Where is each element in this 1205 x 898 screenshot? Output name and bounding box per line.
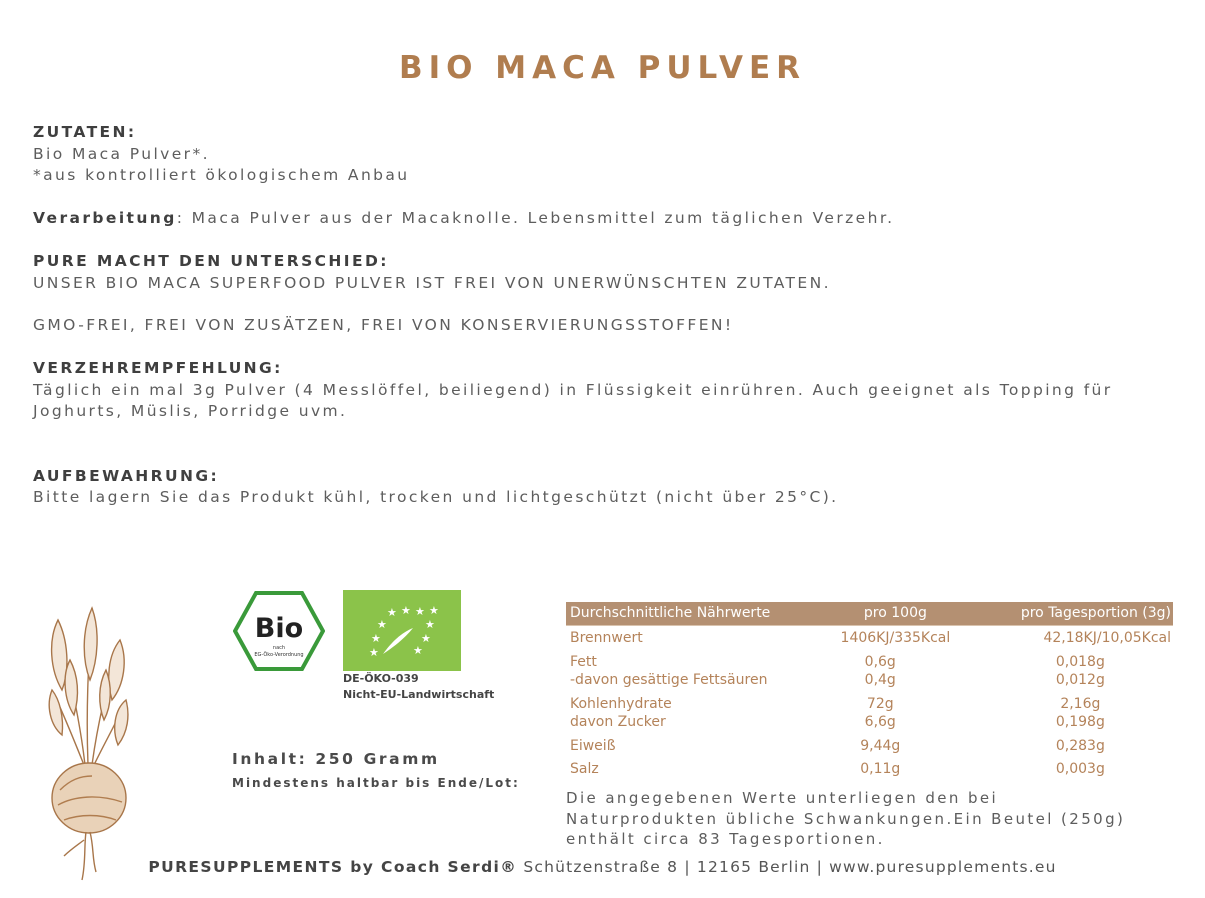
header-per-portion: pro Tagesportion (3g)	[1020, 605, 1171, 621]
note-line-1: Die angegebenen Werte unterliegen den bei	[566, 789, 999, 807]
best-before-label: Mindestens haltbar bis Ende/Lot:	[232, 776, 520, 790]
aufbewahrung-heading: AUFBEWAHRUNG:	[33, 467, 220, 485]
pure-line-2: GMO-FREI, FREI VON ZUSÄTZEN, FREI VON KONSERVIERUNGSSTOFFEN!	[33, 316, 734, 334]
value-per-portion: 0,198g	[1055, 714, 1105, 730]
nutrient-name: -davon gesättige Fettsäuren	[570, 672, 768, 688]
nutrition-note	[566, 788, 1166, 850]
footer	[0, 858, 1205, 876]
footer-brand: PURESUPPLEMENTS by Coach Serdi®	[148, 858, 518, 876]
value-per-100g: 1406KJ/335Kcal	[840, 630, 951, 646]
table-row	[566, 653, 1173, 672]
verzehr-heading: VERZEHREMPFEHLUNG:	[33, 359, 283, 377]
zutaten-line-1: Bio Maca Pulver*.	[33, 145, 210, 163]
svg-text:★: ★	[413, 644, 423, 657]
value-per-portion: 2,16g	[1060, 695, 1101, 712]
nutrition-table-header	[566, 602, 1173, 625]
nutrition-group-energy	[566, 625, 1173, 648]
svg-text:★: ★	[369, 646, 379, 659]
nutrition-group-fat	[566, 653, 1173, 690]
value-per-portion: 0,283g	[1055, 737, 1105, 754]
value-per-100g: 9,44g	[860, 737, 901, 754]
nutrient-name: Brennwert	[570, 630, 643, 646]
product-title: BIO MACA PULVER	[398, 50, 807, 86]
value-per-portion: 0,003g	[1055, 761, 1105, 777]
table-row	[566, 713, 1173, 732]
table-row	[566, 695, 1173, 714]
value-per-100g: 72g	[866, 695, 894, 712]
header-nutrient: Durchschnittliche Nährwerte	[570, 605, 771, 621]
value-per-portion: 0,018g	[1055, 653, 1105, 670]
value-per-100g: 0,11g	[860, 761, 901, 777]
svg-text:★: ★	[377, 618, 387, 631]
svg-text:★: ★	[387, 606, 397, 619]
table-row	[566, 760, 1173, 779]
nutrition-group-carbs	[566, 695, 1173, 732]
svg-text:nach: nach	[272, 645, 286, 651]
verzehr-line-2: Joghurts, Müslis, Porridge uvm.	[33, 402, 348, 420]
certification-code: DE-ÖKO-039	[343, 672, 419, 685]
verzehr-line-1: Täglich ein mal 3g Pulver (4 Messlöffel, beiliegend) in Flüssigkeit einrühren. Auch geeignet als Topping für	[33, 381, 1113, 399]
svg-text:★: ★	[415, 605, 425, 618]
nutrient-name: davon Zucker	[570, 714, 666, 730]
nutrient-name: Fett	[570, 653, 597, 670]
svg-text:★: ★	[429, 604, 439, 617]
value-per-portion: 42,18KJ/10,05Kcal	[1043, 630, 1171, 646]
pure-line-1: UNSER BIO MACA SUPERFOOD PULVER IST FREI VON UNERWÜNSCHTEN ZUTATEN.	[33, 274, 831, 292]
maca-root-illustration	[40, 600, 140, 882]
svg-text:★: ★	[425, 618, 435, 631]
verarbeitung-label: Verarbeitung	[33, 209, 177, 227]
value-per-100g: 6,6g	[864, 714, 896, 730]
table-row	[566, 629, 1173, 648]
table-row	[566, 671, 1173, 690]
bio-seal-logo	[233, 591, 325, 671]
note-line-2: Naturprodukten übliche Schwankungen.Ein Beutel (250g)	[566, 809, 1126, 828]
certification-origin: Nicht-EU-Landwirtschaft	[343, 688, 495, 701]
value-per-100g: 0,6g	[864, 653, 896, 670]
svg-text:★: ★	[401, 604, 411, 617]
verarbeitung-paragraph	[33, 208, 895, 230]
zutaten-line-2: *aus kontrolliert ökologischem Anbau	[33, 166, 410, 184]
zutaten-heading: ZUTATEN:	[33, 123, 137, 141]
svg-text:★: ★	[371, 632, 381, 645]
nutrition-group-salt	[566, 760, 1173, 779]
table-row	[566, 737, 1173, 756]
value-per-100g: 0,4g	[864, 672, 896, 688]
verarbeitung-text: : Maca Pulver aus der Macaknolle. Lebensmittel zum täglichen Verzehr.	[176, 209, 895, 227]
svg-text:EG-Öko-Verordnung: EG-Öko-Verordnung	[254, 652, 304, 658]
nutrition-group-protein	[566, 737, 1173, 756]
value-per-portion: 0,012g	[1055, 672, 1105, 688]
note-line-3: enthält circa 83 Tagesportionen.	[566, 830, 885, 848]
nutrition-table	[566, 602, 1173, 779]
footer-address: Schützenstraße 8 | 12165 Berlin | www.puresupplements.eu	[517, 858, 1057, 876]
header-per-100g: pro 100g	[863, 605, 927, 621]
nutrient-name: Eiweiß	[570, 737, 616, 754]
svg-text:Bio: Bio	[254, 613, 304, 644]
aufbewahrung-text: Bitte lagern Sie das Produkt kühl, trocken und lichtgeschützt (nicht über 25°C).	[33, 488, 839, 506]
nutrient-name: Salz	[570, 761, 599, 777]
package-content: Inhalt: 250 Gramm	[232, 750, 440, 768]
eu-organic-logo	[343, 590, 461, 671]
nutrient-name: Kohlenhydrate	[570, 695, 672, 712]
pure-heading: PURE MACHT DEN UNTERSCHIED:	[33, 252, 389, 270]
svg-text:★: ★	[421, 632, 431, 645]
